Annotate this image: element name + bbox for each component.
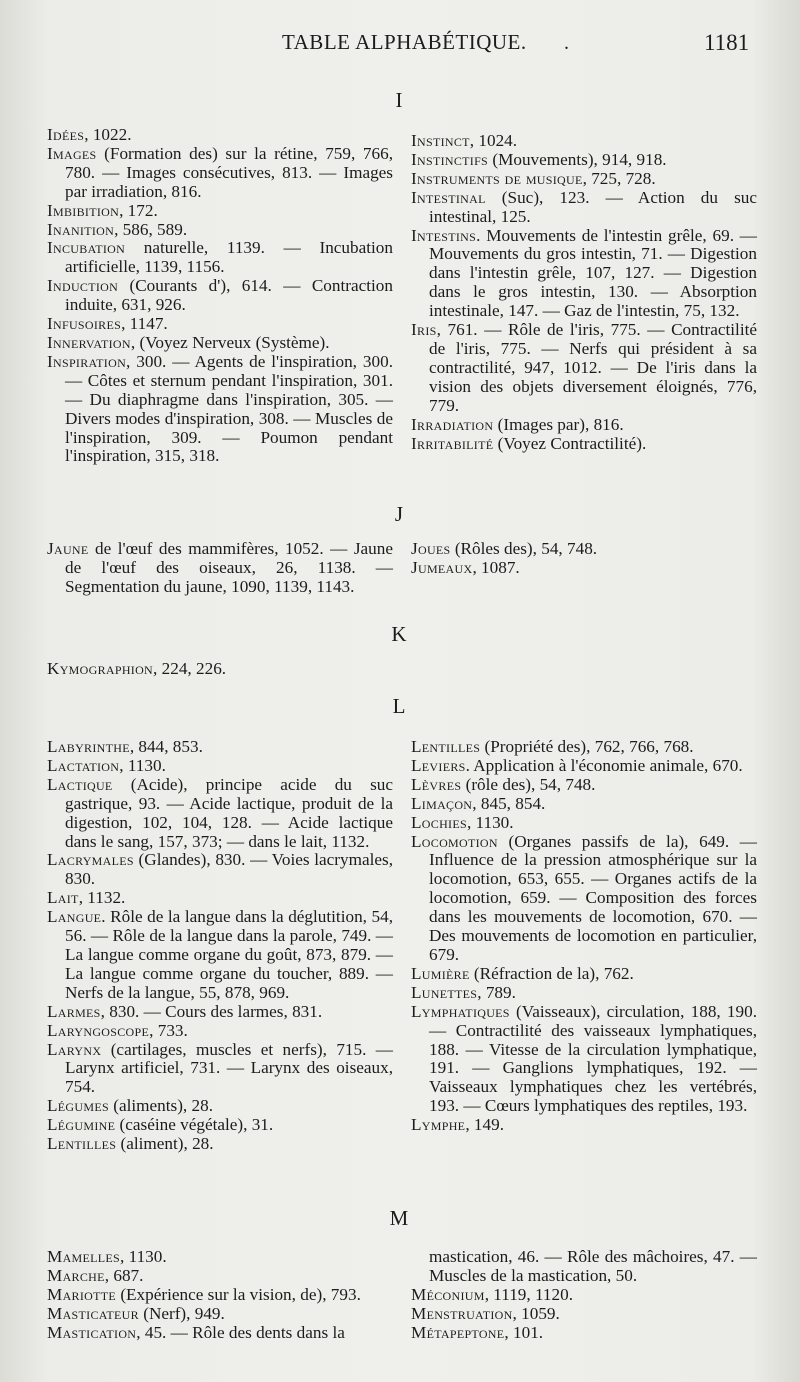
entry-text: , 761. — Rôle de l'iris, 775. — Contractilité de l'iris, 775. — Nerfs qui président à sa contractilité, 947, 1012. — De l'iris dans la vision des objets diversement éloignés, 776, 779. [429,320,757,415]
entry-text: , 149. [465,1115,504,1135]
entry-headword: Instinctifs [411,149,489,169]
index-entry [411,435,757,454]
entry-text: de l'œuf des mammifères, 1052. — Jaune de l'œuf des oiseaux, 26, 1138. — Segmentation du jaune, 1090, 1139, 1143. [65,539,393,596]
entry-text: , 1130. [466,812,514,832]
entry-headword: Labyrinthe [47,737,130,756]
index-entry [411,170,757,189]
entry-headword: Infusoires [47,314,122,334]
entry-text: , 1130. [120,1247,167,1266]
index-entry [47,1041,393,1098]
entry-text: , 1022. [84,125,132,144]
entry-text: , 586, 589. [114,219,188,239]
entry-headword: Langue [47,907,102,927]
entry-headword: Lymphatiques [411,1001,510,1021]
index-entry [411,1286,757,1305]
entry-headword: Légumine [47,1115,116,1135]
entry-text: (Organes passifs de la), 649. — Influence de la pression atmosphérique sur la locomotion, 653, 655. — Organes actifs de la locomotion, 659. — Composition des forces dans les mouvements de locomotion, 670. — Des mouvements de locomotion en particulier, 679. [429,831,757,964]
entry-text: . Application à l'économie animale, 670. [465,755,743,775]
running-head [0,30,800,64]
index-entry [47,660,393,679]
entry-headword: Larmes [47,1001,101,1021]
index-entry [47,1248,393,1267]
head-separator: . [564,32,569,54]
index-entry [47,277,393,315]
index-entry [411,1116,757,1135]
entry-headword: Induction [47,276,119,296]
index-entry [411,189,757,227]
index-entry [47,757,393,776]
section-m-left-column [47,1248,393,1343]
entry-text: , 725, 728. [582,168,656,188]
entry-text: , 300. — Agents de l'inspiration, 300. — Côtes et sternum pendant l'inspiration, 301. — Du diaphragme dans l'inspiration, 305. — Divers modes d'inspiration, 308. — Muscles de l'inspiration, 309. — Poumon pendant l'inspiration, 315, 318. [65,351,393,466]
entry-text: (Vaisseaux), circulation, 188, 190. — Contractilité des vaisseaux lymphatiques, 188. — Vitesse de la circulation lymphatique, 191. — Ganglions lymphatiques, 192. — Vaisseaux lymphatiques chez les vertébrés, 193. — Cœurs lymphatiques des reptiles, 193. [429,1001,757,1116]
entry-headword: Laryngoscope [47,1020,150,1040]
entry-text: , (Voyez Nerveux (Système). [130,332,330,352]
index-entry [47,353,393,466]
entry-text: . Rôle de la langue dans la déglutition, 54, 56. — Rôle de la langue dans la parole, 749. — La langue comme organe du goût, 873, 879. — La langue comme organe du toucher, 889. — Nerfs de la langue, 55, 878, 969. [65,907,393,1002]
section-j-right-column [411,540,757,578]
index-entry [47,1097,393,1116]
index-entry [411,559,757,578]
entry-text: , 101. [504,1322,544,1342]
entry-text: (Nerf), 949. [138,1303,225,1323]
entry-text: , 1059. [512,1303,560,1323]
entry-headword: Lymphe [411,1115,466,1135]
index-entry [411,151,757,170]
section-i-left-column [47,126,393,466]
index-entry [47,1267,393,1286]
entry-headword: Imbibition [47,200,120,220]
entry-headword: Images [47,143,97,163]
index-entry [411,757,757,776]
section-j-left-column [47,540,393,597]
index-entry [47,851,393,889]
entry-headword: Marche [47,1265,105,1285]
entry-continuation: mastication, 46. — Rôle des mâchoires, 47. — Muscles de la mastication, 50. [429,1247,757,1285]
entry-text: , 844, 853. [129,737,203,756]
entry-text: (Réfraction de la), 762. [469,963,634,983]
index-entry [47,1135,393,1154]
entry-headword: Lunettes [411,982,478,1002]
index-entry [47,1324,393,1343]
entry-headword: Lentilles [411,737,481,756]
index-entry [411,738,757,757]
index-entry [411,814,757,833]
entry-text: , 1130. [119,755,166,775]
section-m-right-column [411,1248,757,1343]
entry-text: , 733. [149,1020,188,1040]
entry-headword: Larynx [47,1039,102,1059]
index-entry [411,1305,757,1324]
index-entry [411,132,757,151]
entry-text: (cartilages, muscles et nerfs), 715. — Larynx artificiel, 731. — Larynx des oiseaux, 754. [65,1039,393,1097]
entry-text: (Suc), 123. — Action du suc intestinal, 125. [429,187,757,226]
entry-text: , 45. — Rôle des dents dans la [136,1322,345,1342]
entry-headword: Lactique [47,774,113,794]
index-entry [47,908,393,1003]
entry-text: (Rôles des), 54, 748. [450,539,598,558]
entry-text: (Courants d'), 614. — Contraction induite, 631, 926. [65,276,393,315]
entry-text: , 687. [104,1265,144,1285]
section-letter-m: M [389,1206,409,1230]
entry-text: , 1087. [472,557,520,577]
entry-text: (Mouvements), 914, 918. [488,149,667,169]
entry-text: , 1132. [78,888,126,908]
index-entry [47,1116,393,1135]
entry-headword: Lumière [411,963,470,983]
entry-headword: Locomotion [411,831,498,851]
entry-text: , 1119, 1120. [484,1284,574,1304]
entry-text: (Images par), 816. [493,414,624,434]
section-k-left-column [47,660,393,679]
entry-text: (Expérience sur la vision, de), 793. [116,1284,361,1304]
entry-headword: Mariotte [47,1284,117,1304]
entry-headword: Masticateur [47,1303,139,1323]
entry-headword: Lentilles [47,1134,117,1154]
entry-headword: Lactation [47,755,120,775]
index-entry [47,239,393,277]
index-entry [47,889,393,908]
index-entry [47,315,393,334]
index-entry [411,833,757,965]
index-entry [411,321,757,416]
section-letter-i: I [395,88,403,112]
section-letter-k: K [391,622,407,646]
entry-headword: Intestins [411,225,477,245]
entry-headword: Intestinal [411,187,486,207]
section-letter-j: J [394,502,404,526]
index-entry [47,334,393,353]
entry-text: , 789. [477,982,516,1002]
entry-headword: Lait [47,888,79,908]
index-entry [47,202,393,221]
entry-headword: Jumeaux [411,557,473,577]
section-letter-l: L [392,694,406,718]
entry-text: (Glandes), 830. — Voies lacrymales, 830. [65,850,393,889]
entry-headword: Lèvres [411,774,462,794]
entry-headword: Irritabilité [411,433,494,453]
entry-text: , 224, 226. [153,659,227,678]
entry-text: , 1024. [469,131,518,150]
index-entry [411,984,757,1003]
entry-headword: Légumes [47,1096,109,1116]
entry-text: (Propriété des), 762, 766, 768. [480,737,694,756]
entry-headword: Inspiration [47,351,127,371]
entry-text: , 845, 854. [472,793,546,813]
index-entry [411,1324,757,1343]
entry-headword: Idées [47,125,85,144]
entry-headword: Instinct [411,131,470,150]
entry-headword: Méconium [411,1284,485,1304]
entry-headword: Lacrymales [47,850,134,870]
entry-headword: Lochies [411,812,467,832]
entry-text: (rôle des), 54, 748. [461,774,596,794]
entry-headword: Joues [411,539,451,558]
index-entry [47,1003,393,1022]
entry-headword: Irradiation [411,414,494,434]
entry-headword: Limaçon [411,793,473,813]
entry-headword: Métapeptone [411,1322,505,1342]
entry-headword: Incubation [47,238,126,258]
entry-text: (aliments), 28. [108,1096,213,1116]
section-l-right-column [411,738,757,1135]
entry-text: naturelle, 1139. — Incubation artificielle, 1139, 1156. [65,238,393,277]
index-entry [47,1286,393,1305]
index-entry [411,540,757,559]
entry-headword: Iris [411,320,437,340]
section-l-left-column [47,738,393,1154]
entry-text: , 172. [119,200,158,220]
index-entry [411,227,757,322]
entry-text: (Acide), principe acide du suc gastrique, 93. — Acide lactique, produit de la digestion, 102, 104, 128. — Acide lactique dans le sang, 157, 373; — dans le lait, 1132. [65,774,393,851]
index-entry [47,738,393,757]
entry-headword: Leviers [411,755,466,775]
entry-text: (Voyez Contractilité). [493,433,647,453]
index-entry [47,145,393,202]
index-entry [47,540,393,597]
entry-headword: Instruments de musique [411,168,583,188]
entry-text: , 830. — Cours des larmes, 831. [100,1001,323,1021]
entry-headword: Inanition [47,219,115,239]
entry-headword: Mamelles [47,1247,121,1266]
index-entry [47,1022,393,1041]
entry-headword: Jaune [47,539,89,558]
index-entry [47,221,393,240]
index-entry [411,416,757,435]
index-entry [47,1305,393,1324]
entry-text: (Formation des) sur la rétine, 759, 766, 780. — Images consécutives, 813. — Images par irradiation, 816. [65,143,393,201]
entry-headword: Mastication [47,1322,137,1342]
entry-text: , 1147. [121,314,168,334]
index-entry [411,965,757,984]
entry-text: (caséine végétale), 31. [115,1115,274,1135]
entry-headword: Kymographion [47,659,154,678]
index-entry [47,776,393,852]
section-i-right-column [411,132,757,453]
entry-text: . Mouvements de l'intestin grêle, 69. — Mouvements du gros intestin, 71. — Digestion dans l'intestin grêle, 107, 127. — Digestion dans le gros intestin, 130. — Absorption intestinale, 147. — Gaz de l'intestin, 75, 132. [429,225,757,321]
entry-headword: Menstruation [411,1303,513,1323]
index-entry [411,795,757,814]
entry-text: (aliment), 28. [116,1134,214,1154]
index-entry [47,126,393,145]
entry-headword: Innervation [47,332,131,352]
page-title: TABLE ALPHABÉTIQUE. [282,30,527,54]
index-entry [411,776,757,795]
page-number: 1181 [704,30,750,55]
index-entry [411,1003,757,1116]
